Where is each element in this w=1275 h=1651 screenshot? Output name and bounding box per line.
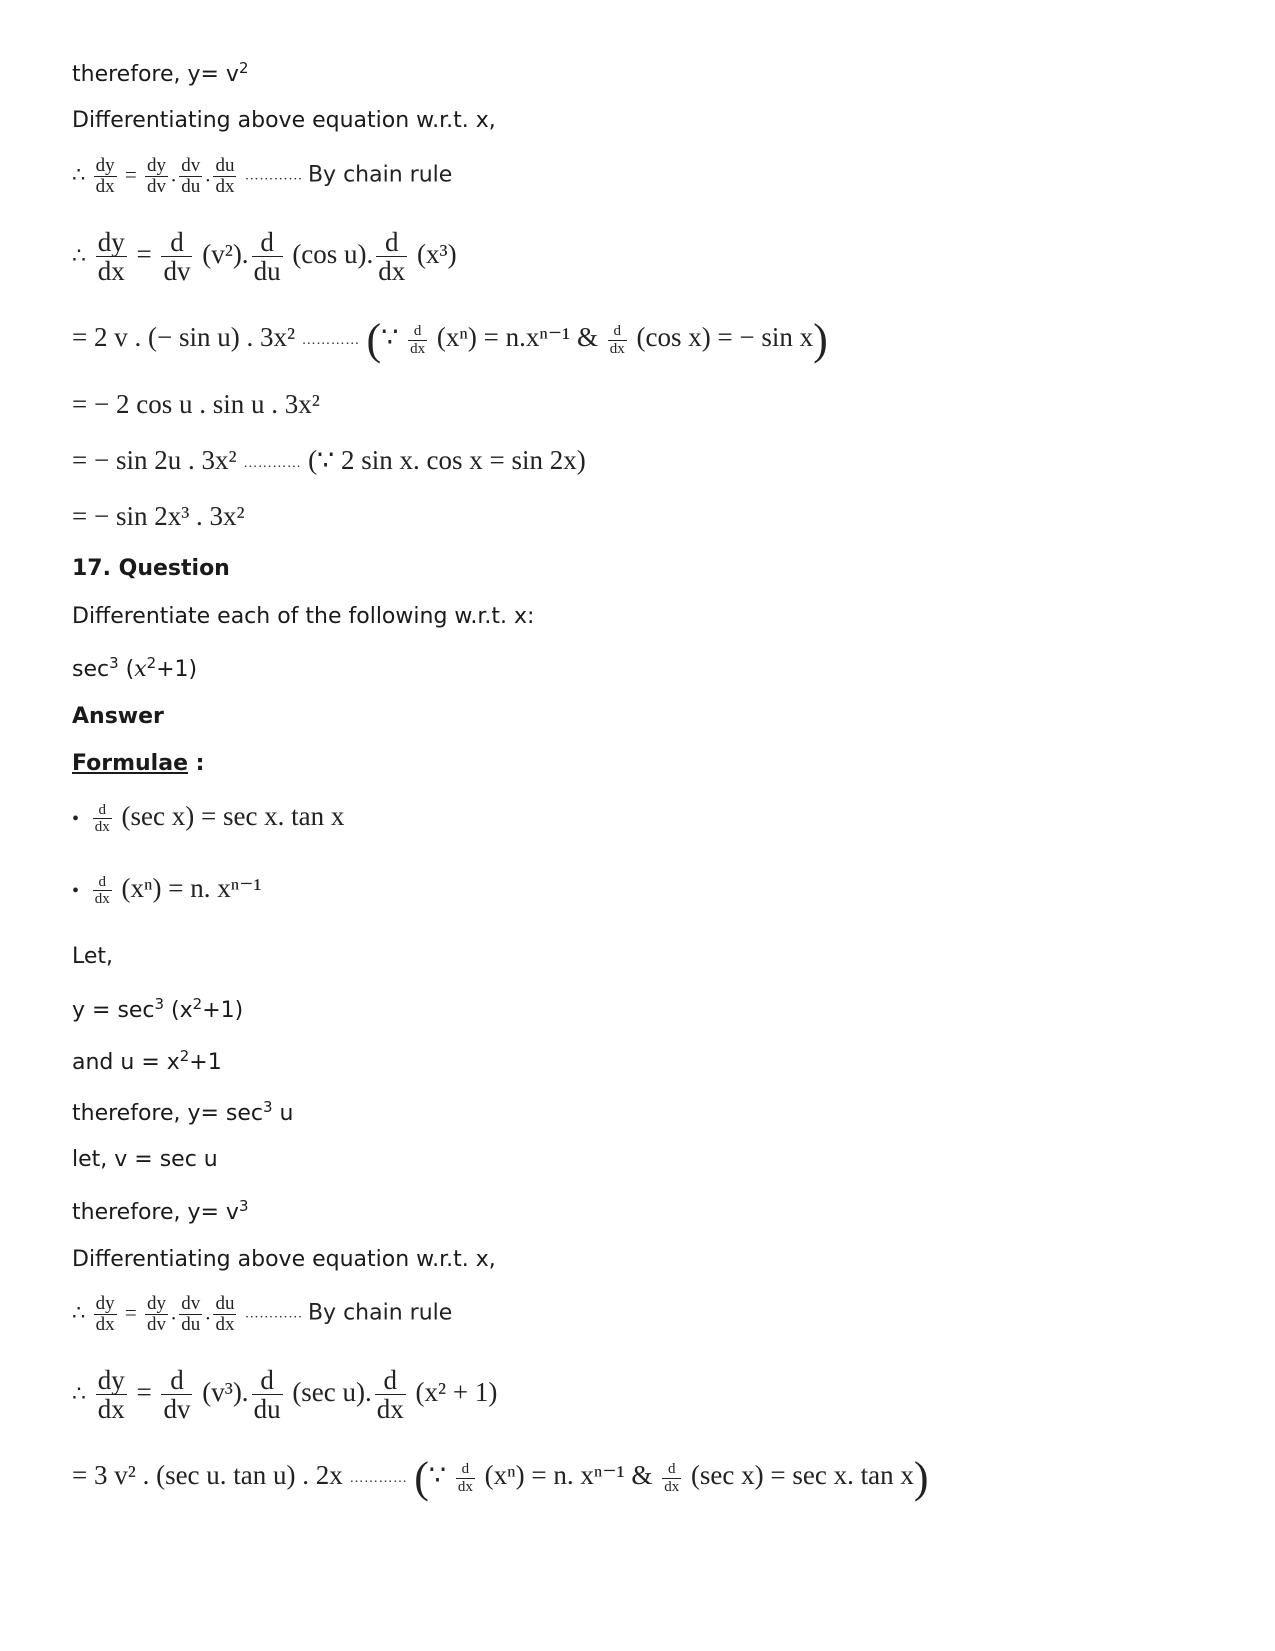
therefore-y-sec3u: therefore, $y= \sec^3 u$: [72, 1098, 294, 1127]
chain-rule-equation-2: ∴ $\frac{dy}{dx}$ = $\frac{dy}{dv}$ . $\frac{dv}{du}$ . $\frac{du}{dx}$ ………… By chain rule: [72, 1293, 453, 1335]
question-expression: $\sec^3$ (𝑥$^2$+1): [72, 654, 198, 683]
formulae-heading: Formulae :: [72, 751, 205, 776]
chain-rule-equation: ∴ $\frac{dy}{dx}$ = $\frac{dy}{dv}$ . $\frac{dv}{du}$ . $\frac{du}{dx}$ ………… By chain rule: [72, 155, 453, 197]
let-line: Let,: [72, 944, 114, 969]
answer-label: Answer: [72, 704, 164, 729]
step4-equation: = − sin 2u . 3x² ………… (∵ 2 sin x. cos x = sin 2x): [72, 445, 586, 475]
differentiating-line: Differentiating above equation w.r.t. x,: [72, 108, 496, 133]
therefore-y-v2: therefore, $y= v^2$: [72, 59, 249, 88]
differentiating-line-2: Differentiating above equation w.r.t. x,: [72, 1247, 496, 1272]
step5-equation: = − sin 2x³ . 3x²: [72, 501, 245, 531]
question-prompt: Differentiate each of the following w.r.t. x:: [72, 604, 535, 629]
formula-power-rule: • $\frac{d}{dx}$ (xⁿ) = n. xⁿ⁻¹: [72, 873, 262, 908]
step1-equation-2: ∴ $\frac{dy}{dx}$ = $\frac{d}{dv}$ (v³). $\frac{d}{du}$ (sec u). $\frac{d}{dx}$ (x² + 1): [72, 1365, 498, 1425]
step1-equation: ∴ $\frac{dy}{dx}$ = $\frac{d}{dv}$ (v²). $\frac{d}{du}$ (cos u). $\frac{d}{dx}$ (x³): [72, 227, 457, 287]
step3-equation: = − 2 cos u . sin u . 3x²: [72, 389, 320, 419]
v-definition: let, v = sec u: [72, 1147, 218, 1172]
formula-sec-derivative: • $\frac{d}{dx}$ (sec x) = sec x. tan x: [72, 801, 345, 836]
step2-equation: = 2 v . (− sin u) . 3x² ………… (∵ $\frac{d}{dx}$ (xⁿ) = n.xⁿ⁻¹ & $\frac{d}{dx}$ (cos x) = − sin x): [72, 315, 828, 364]
step2-equation-2: = 3 v² . (sec u. tan u) . 2x ………… (∵ $\frac{d}{dx}$ (xⁿ) = n. xⁿ⁻¹ & $\frac{d}{dx}$ (sec x) = sec x. tan x): [72, 1453, 929, 1502]
question-heading: 17. Question: [72, 556, 230, 581]
therefore-y-v3: therefore, $y= v^3$: [72, 1197, 249, 1226]
y-definition: $y = \sec^3 (x^2+1)$: [72, 995, 244, 1024]
u-definition: and $u = x^2+1$: [72, 1047, 222, 1076]
